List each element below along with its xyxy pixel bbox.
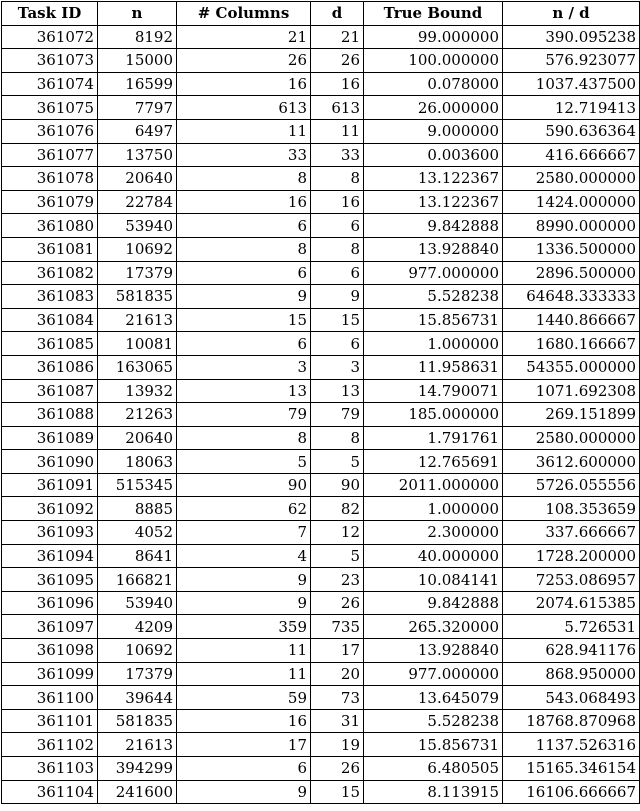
cell-d: 15 — [311, 780, 364, 804]
table-row — [2, 639, 640, 663]
cell-task-id: 361076 — [2, 119, 98, 143]
cell-n: 4052 — [98, 521, 177, 545]
cell-d: 6 — [311, 261, 364, 285]
table-row — [2, 355, 640, 379]
table-row — [2, 214, 640, 238]
cell-columns: 9 — [177, 285, 311, 309]
cell-n-over-d: 628.941176 — [503, 639, 640, 663]
cell-n-over-d: 590.636364 — [503, 119, 640, 143]
cell-d: 613 — [311, 96, 364, 120]
cell-columns: 9 — [177, 591, 311, 615]
cell-true-bound: 9.842888 — [364, 591, 503, 615]
cell-true-bound: 100.000000 — [364, 49, 503, 73]
header-true-bound: True Bound — [364, 2, 503, 26]
cell-columns: 62 — [177, 497, 311, 521]
cell-columns: 3 — [177, 355, 311, 379]
cell-task-id: 361086 — [2, 355, 98, 379]
cell-n: 17379 — [98, 662, 177, 686]
cell-true-bound: 13.122367 — [364, 190, 503, 214]
cell-columns: 90 — [177, 473, 311, 497]
cell-d: 23 — [311, 568, 364, 592]
cell-columns: 9 — [177, 780, 311, 804]
cell-d: 31 — [311, 709, 364, 733]
cell-true-bound: 6.480505 — [364, 757, 503, 781]
cell-columns: 15 — [177, 308, 311, 332]
cell-true-bound: 40.000000 — [364, 544, 503, 568]
header-n: n — [98, 2, 177, 26]
header-task-id: Task ID — [2, 2, 98, 26]
cell-n: 13750 — [98, 143, 177, 167]
table-row — [2, 237, 640, 261]
cell-true-bound: 13.645079 — [364, 686, 503, 710]
cell-n: 21263 — [98, 403, 177, 427]
cell-n-over-d: 5726.055556 — [503, 473, 640, 497]
cell-n-over-d: 108.353659 — [503, 497, 640, 521]
cell-n: 39644 — [98, 686, 177, 710]
cell-d: 20 — [311, 662, 364, 686]
cell-true-bound: 977.000000 — [364, 261, 503, 285]
table-row — [2, 473, 640, 497]
cell-n: 166821 — [98, 568, 177, 592]
table-row — [2, 332, 640, 356]
cell-true-bound: 1.000000 — [364, 332, 503, 356]
cell-n: 10692 — [98, 639, 177, 663]
cell-true-bound: 8.113915 — [364, 780, 503, 804]
cell-columns: 359 — [177, 615, 311, 639]
cell-task-id: 361100 — [2, 686, 98, 710]
table-row — [2, 261, 640, 285]
cell-n: 20640 — [98, 167, 177, 191]
cell-task-id: 361089 — [2, 426, 98, 450]
cell-d: 15 — [311, 308, 364, 332]
cell-task-id: 361087 — [2, 379, 98, 403]
cell-n: 16599 — [98, 72, 177, 96]
cell-n-over-d: 2896.500000 — [503, 261, 640, 285]
cell-true-bound: 2.300000 — [364, 521, 503, 545]
table-row — [2, 119, 640, 143]
cell-columns: 7 — [177, 521, 311, 545]
cell-task-id: 361098 — [2, 639, 98, 663]
cell-d: 19 — [311, 733, 364, 757]
cell-true-bound: 1.000000 — [364, 497, 503, 521]
cell-true-bound: 5.528238 — [364, 285, 503, 309]
cell-n-over-d: 8990.000000 — [503, 214, 640, 238]
cell-n: 53940 — [98, 591, 177, 615]
cell-d: 5 — [311, 544, 364, 568]
cell-task-id: 361101 — [2, 709, 98, 733]
cell-n-over-d: 1137.526316 — [503, 733, 640, 757]
cell-task-id: 361094 — [2, 544, 98, 568]
cell-columns: 11 — [177, 639, 311, 663]
cell-columns: 21 — [177, 25, 311, 49]
cell-n: 4209 — [98, 615, 177, 639]
table-row — [2, 615, 640, 639]
cell-task-id: 361096 — [2, 591, 98, 615]
table-row — [2, 709, 640, 733]
cell-true-bound: 185.000000 — [364, 403, 503, 427]
table-body — [2, 25, 640, 804]
cell-columns: 5 — [177, 450, 311, 474]
cell-true-bound: 13.928840 — [364, 237, 503, 261]
cell-task-id: 361097 — [2, 615, 98, 639]
table-header — [2, 2, 640, 26]
cell-n-over-d: 390.095238 — [503, 25, 640, 49]
cell-n-over-d: 337.666667 — [503, 521, 640, 545]
cell-n: 53940 — [98, 214, 177, 238]
cell-task-id: 361073 — [2, 49, 98, 73]
cell-task-id: 361095 — [2, 568, 98, 592]
cell-columns: 16 — [177, 190, 311, 214]
cell-columns: 16 — [177, 709, 311, 733]
cell-columns: 6 — [177, 261, 311, 285]
cell-n: 21613 — [98, 308, 177, 332]
cell-n: 15000 — [98, 49, 177, 73]
cell-n-over-d: 416.666667 — [503, 143, 640, 167]
table-row — [2, 143, 640, 167]
cell-task-id: 361099 — [2, 662, 98, 686]
cell-true-bound: 12.765691 — [364, 450, 503, 474]
table-row — [2, 190, 640, 214]
cell-task-id: 361082 — [2, 261, 98, 285]
cell-task-id: 361074 — [2, 72, 98, 96]
cell-n-over-d: 1071.692308 — [503, 379, 640, 403]
cell-n-over-d: 5.726531 — [503, 615, 640, 639]
cell-n: 22784 — [98, 190, 177, 214]
cell-columns: 11 — [177, 662, 311, 686]
cell-columns: 17 — [177, 733, 311, 757]
table-row — [2, 96, 640, 120]
cell-d: 82 — [311, 497, 364, 521]
cell-n: 13932 — [98, 379, 177, 403]
cell-n-over-d: 3612.600000 — [503, 450, 640, 474]
data-table — [1, 1, 640, 804]
cell-n: 8641 — [98, 544, 177, 568]
cell-true-bound: 265.320000 — [364, 615, 503, 639]
table-row — [2, 49, 640, 73]
cell-n: 515345 — [98, 473, 177, 497]
cell-columns: 16 — [177, 72, 311, 96]
cell-true-bound: 0.078000 — [364, 72, 503, 96]
cell-true-bound: 15.856731 — [364, 733, 503, 757]
cell-d: 3 — [311, 355, 364, 379]
cell-columns: 8 — [177, 167, 311, 191]
cell-true-bound: 26.000000 — [364, 96, 503, 120]
cell-d: 26 — [311, 49, 364, 73]
cell-task-id: 361072 — [2, 25, 98, 49]
cell-true-bound: 13.122367 — [364, 167, 503, 191]
cell-d: 21 — [311, 25, 364, 49]
cell-d: 11 — [311, 119, 364, 143]
cell-n: 394299 — [98, 757, 177, 781]
cell-true-bound: 0.003600 — [364, 143, 503, 167]
cell-n-over-d: 1440.866667 — [503, 308, 640, 332]
table-row — [2, 379, 640, 403]
cell-task-id: 361084 — [2, 308, 98, 332]
cell-n-over-d: 1336.500000 — [503, 237, 640, 261]
header-row — [2, 2, 640, 26]
cell-n-over-d: 16106.666667 — [503, 780, 640, 804]
cell-columns: 26 — [177, 49, 311, 73]
cell-task-id: 361092 — [2, 497, 98, 521]
cell-d: 26 — [311, 591, 364, 615]
cell-columns: 33 — [177, 143, 311, 167]
cell-n: 8192 — [98, 25, 177, 49]
cell-n: 10692 — [98, 237, 177, 261]
cell-d: 6 — [311, 214, 364, 238]
cell-n: 8885 — [98, 497, 177, 521]
cell-columns: 6 — [177, 332, 311, 356]
cell-true-bound: 9.000000 — [364, 119, 503, 143]
cell-n: 17379 — [98, 261, 177, 285]
table-row — [2, 568, 640, 592]
cell-d: 16 — [311, 72, 364, 96]
cell-task-id: 361085 — [2, 332, 98, 356]
cell-true-bound: 977.000000 — [364, 662, 503, 686]
cell-n-over-d: 1037.437500 — [503, 72, 640, 96]
table-row — [2, 780, 640, 804]
cell-n-over-d: 1728.200000 — [503, 544, 640, 568]
cell-columns: 6 — [177, 757, 311, 781]
cell-n: 581835 — [98, 285, 177, 309]
cell-n-over-d: 12.719413 — [503, 96, 640, 120]
cell-task-id: 361081 — [2, 237, 98, 261]
cell-columns: 13 — [177, 379, 311, 403]
cell-task-id: 361077 — [2, 143, 98, 167]
cell-columns: 4 — [177, 544, 311, 568]
cell-columns: 613 — [177, 96, 311, 120]
cell-n: 18063 — [98, 450, 177, 474]
cell-n-over-d: 15165.346154 — [503, 757, 640, 781]
cell-n: 21613 — [98, 733, 177, 757]
cell-n-over-d: 7253.086957 — [503, 568, 640, 592]
cell-d: 90 — [311, 473, 364, 497]
cell-n: 7797 — [98, 96, 177, 120]
cell-true-bound: 2011.000000 — [364, 473, 503, 497]
table-row — [2, 426, 640, 450]
cell-n: 6497 — [98, 119, 177, 143]
cell-n-over-d: 18768.870968 — [503, 709, 640, 733]
table-row — [2, 544, 640, 568]
cell-task-id: 361079 — [2, 190, 98, 214]
cell-n-over-d: 54355.000000 — [503, 355, 640, 379]
cell-n-over-d: 576.923077 — [503, 49, 640, 73]
cell-true-bound: 9.842888 — [364, 214, 503, 238]
cell-n: 581835 — [98, 709, 177, 733]
cell-d: 6 — [311, 332, 364, 356]
cell-columns: 6 — [177, 214, 311, 238]
cell-true-bound: 99.000000 — [364, 25, 503, 49]
table-row — [2, 167, 640, 191]
table-row — [2, 757, 640, 781]
cell-d: 735 — [311, 615, 364, 639]
cell-d: 16 — [311, 190, 364, 214]
cell-d: 5 — [311, 450, 364, 474]
cell-columns: 9 — [177, 568, 311, 592]
cell-n-over-d: 868.950000 — [503, 662, 640, 686]
cell-n-over-d: 1680.166667 — [503, 332, 640, 356]
table-row — [2, 308, 640, 332]
cell-task-id: 361083 — [2, 285, 98, 309]
table-row — [2, 521, 640, 545]
cell-columns: 59 — [177, 686, 311, 710]
cell-task-id: 361090 — [2, 450, 98, 474]
cell-n: 163065 — [98, 355, 177, 379]
table-row — [2, 72, 640, 96]
cell-true-bound: 1.791761 — [364, 426, 503, 450]
cell-task-id: 361080 — [2, 214, 98, 238]
cell-true-bound: 14.790071 — [364, 379, 503, 403]
cell-task-id: 361102 — [2, 733, 98, 757]
cell-d: 8 — [311, 237, 364, 261]
cell-task-id: 361091 — [2, 473, 98, 497]
cell-true-bound: 11.958631 — [364, 355, 503, 379]
cell-n-over-d: 543.068493 — [503, 686, 640, 710]
cell-columns: 79 — [177, 403, 311, 427]
cell-task-id: 361103 — [2, 757, 98, 781]
table-row — [2, 403, 640, 427]
table-row — [2, 591, 640, 615]
cell-n: 241600 — [98, 780, 177, 804]
table-row — [2, 497, 640, 521]
table-row — [2, 686, 640, 710]
cell-columns: 11 — [177, 119, 311, 143]
cell-n-over-d: 64648.333333 — [503, 285, 640, 309]
header-d: d — [311, 2, 364, 26]
cell-task-id: 361078 — [2, 167, 98, 191]
cell-task-id: 361088 — [2, 403, 98, 427]
header-columns: # Columns — [177, 2, 311, 26]
cell-d: 26 — [311, 757, 364, 781]
table-row — [2, 25, 640, 49]
cell-n: 20640 — [98, 426, 177, 450]
cell-true-bound: 13.928840 — [364, 639, 503, 663]
cell-true-bound: 5.528238 — [364, 709, 503, 733]
cell-d: 33 — [311, 143, 364, 167]
cell-n-over-d: 2580.000000 — [503, 426, 640, 450]
table-row — [2, 733, 640, 757]
cell-task-id: 361093 — [2, 521, 98, 545]
cell-d: 79 — [311, 403, 364, 427]
cell-task-id: 361075 — [2, 96, 98, 120]
cell-columns: 8 — [177, 237, 311, 261]
cell-n-over-d: 1424.000000 — [503, 190, 640, 214]
cell-n-over-d: 2074.615385 — [503, 591, 640, 615]
table-row — [2, 285, 640, 309]
cell-n-over-d: 2580.000000 — [503, 167, 640, 191]
cell-n-over-d: 269.151899 — [503, 403, 640, 427]
cell-n: 10081 — [98, 332, 177, 356]
cell-d: 73 — [311, 686, 364, 710]
cell-task-id: 361104 — [2, 780, 98, 804]
cell-d: 9 — [311, 285, 364, 309]
cell-d: 8 — [311, 167, 364, 191]
cell-d: 8 — [311, 426, 364, 450]
cell-columns: 8 — [177, 426, 311, 450]
cell-true-bound: 15.856731 — [364, 308, 503, 332]
table-row — [2, 450, 640, 474]
cell-d: 13 — [311, 379, 364, 403]
table-row — [2, 662, 640, 686]
cell-true-bound: 10.084141 — [364, 568, 503, 592]
header-n-over-d: n / d — [503, 2, 640, 26]
cell-d: 12 — [311, 521, 364, 545]
cell-d: 17 — [311, 639, 364, 663]
